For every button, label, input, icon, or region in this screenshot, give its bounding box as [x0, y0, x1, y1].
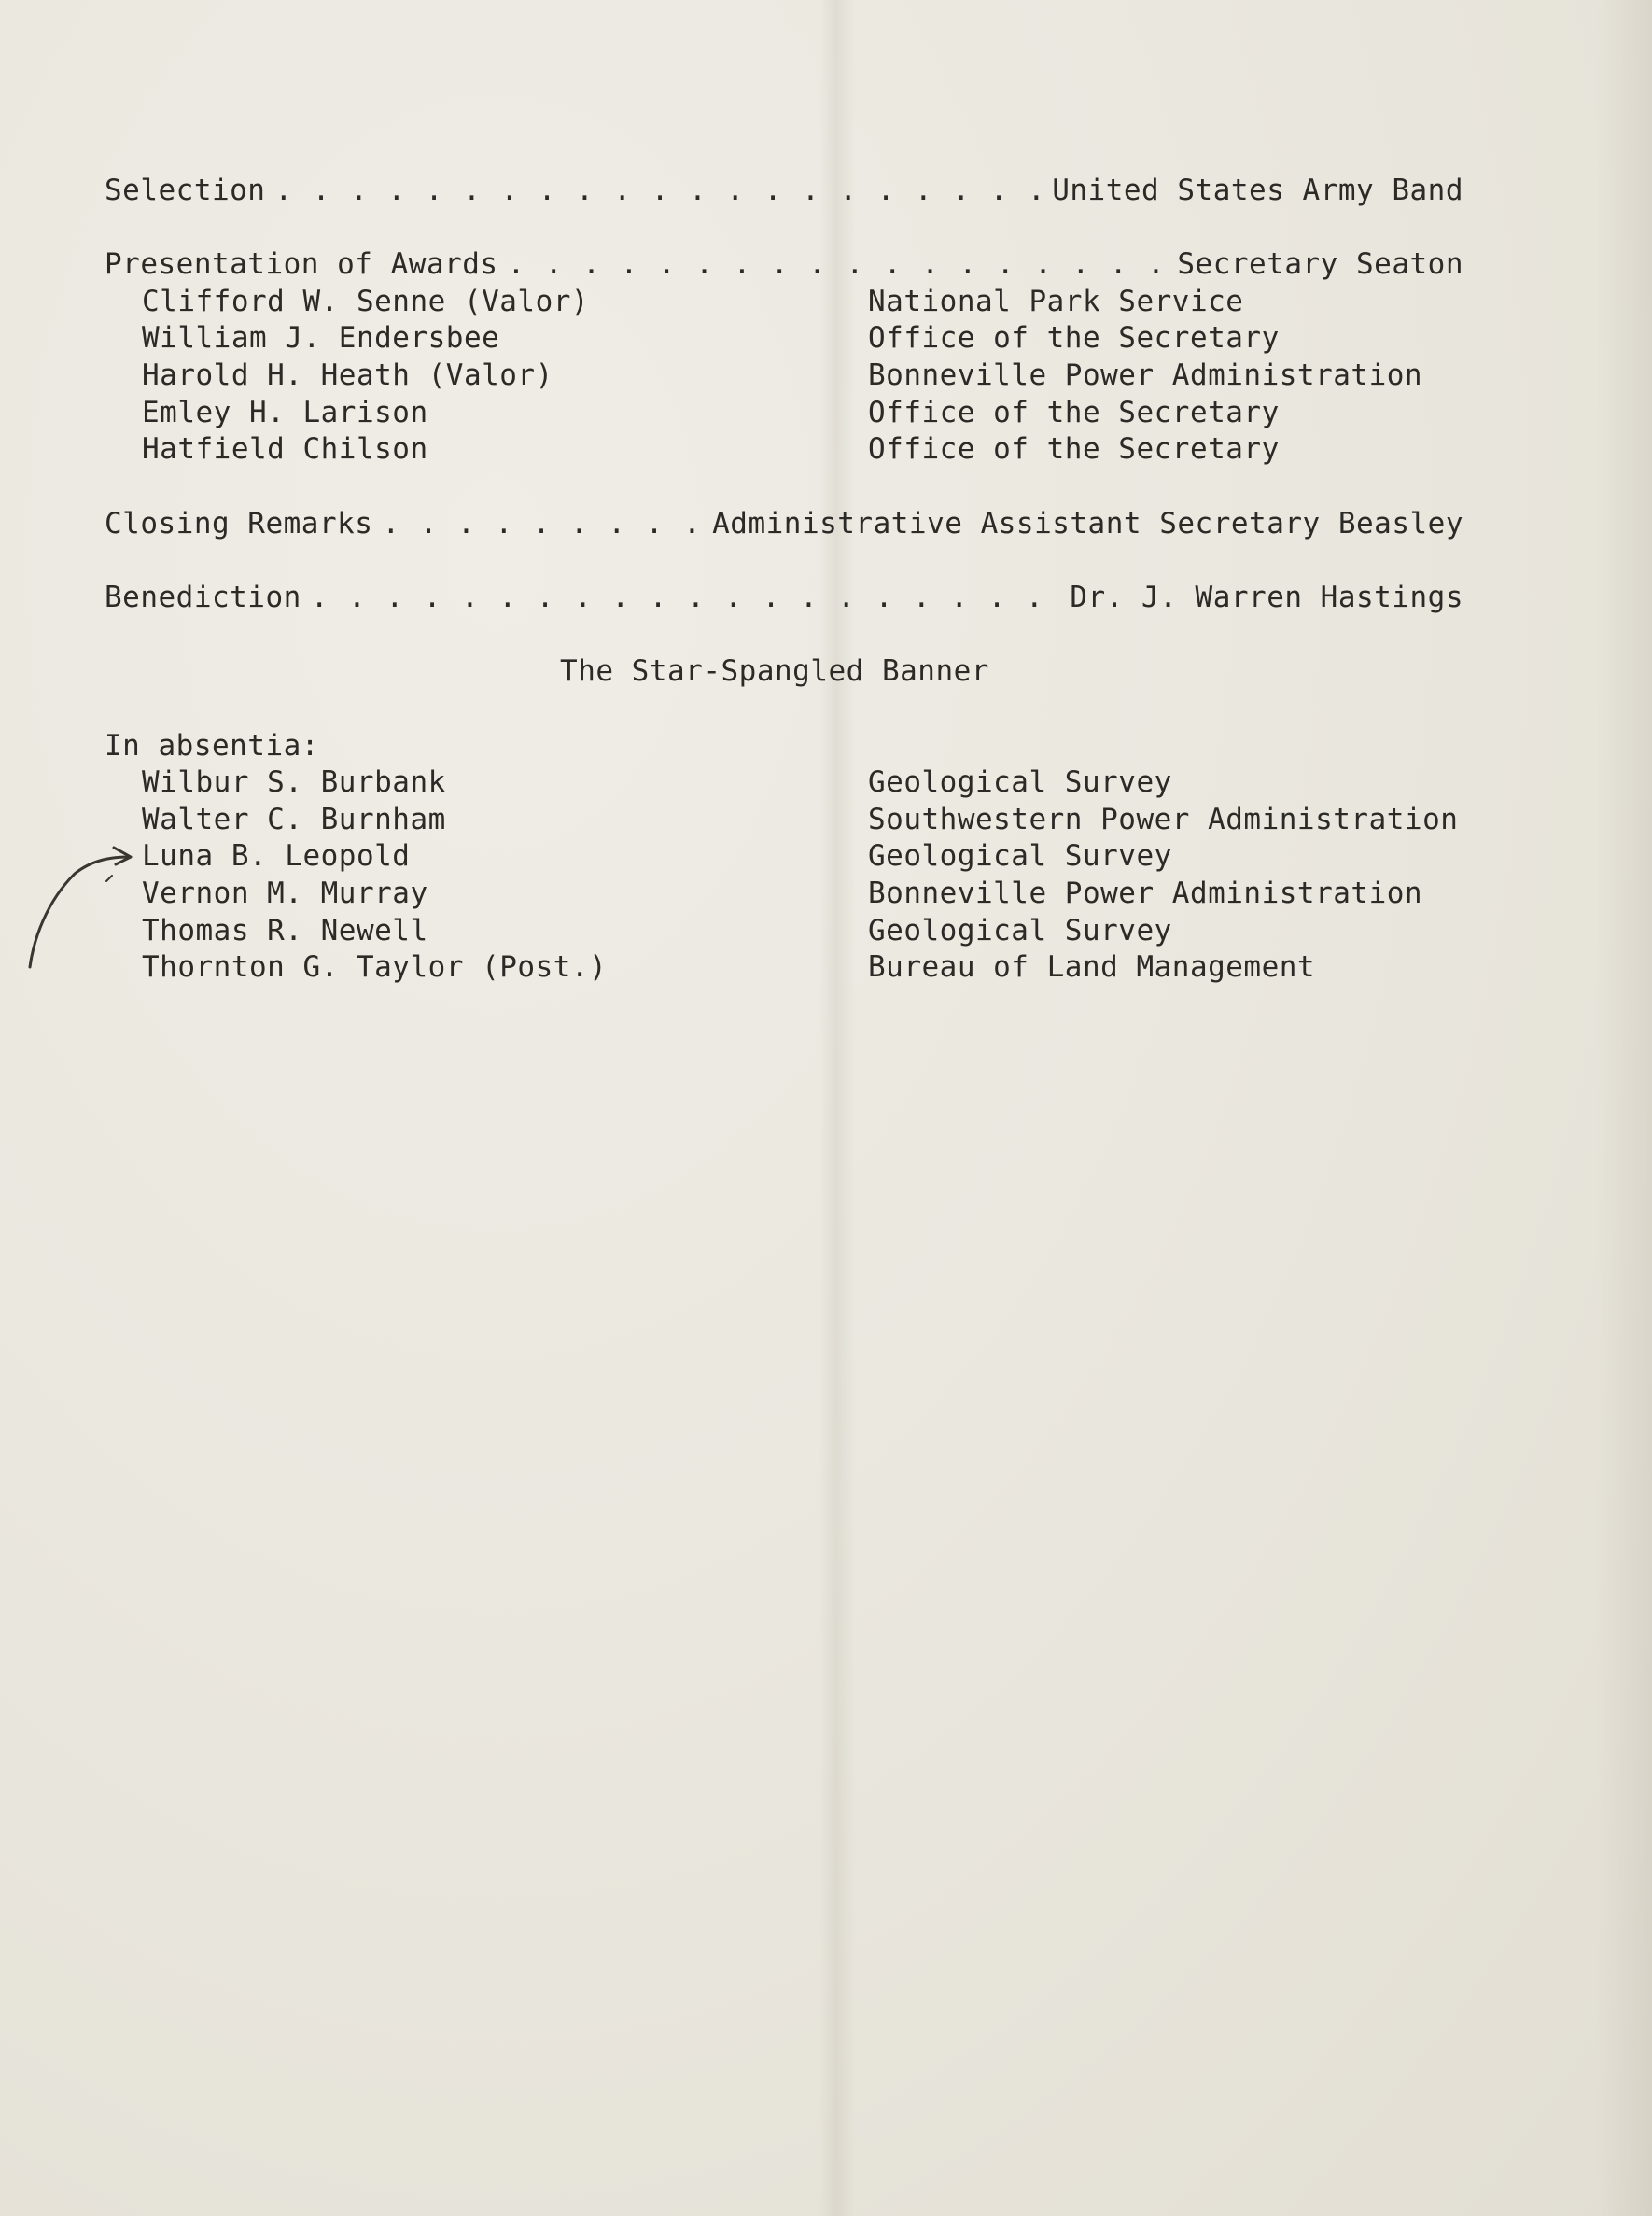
awardee-agency: National Park Service	[868, 285, 1244, 318]
absentia-agency: Southwestern Power Administration	[868, 803, 1459, 836]
absentia-agency: Bonneville Power Administration	[868, 877, 1423, 910]
presentation-label: Presentation of Awards	[105, 247, 498, 281]
selection-leader	[274, 172, 1043, 209]
benediction-leader	[311, 579, 1061, 616]
awardee-name: William J. Endersbee	[142, 321, 500, 355]
absentia-name: Walter C. Burnham	[142, 803, 446, 836]
closing-speaker: Administrative Assistant Secretary Beasley	[712, 507, 1463, 540]
closing-line	[105, 505, 1463, 542]
awardee-name: Emley H. Larison	[142, 396, 428, 429]
benediction-label: Benediction	[105, 581, 301, 614]
closing-leader	[382, 505, 703, 542]
presentation-line	[105, 245, 1463, 283]
awardee-name: Harold H. Heath (Valor)	[142, 358, 553, 392]
benediction-speaker: Dr. J. Warren Hastings	[1070, 581, 1463, 614]
benediction-line	[105, 579, 1463, 616]
absentia-agency: Geological Survey	[868, 914, 1172, 947]
absentia-name: Thomas R. Newell	[142, 914, 428, 947]
absentia-name: Luna B. Leopold	[142, 839, 411, 873]
awardee-agency: Office of the Secretary	[868, 321, 1280, 355]
awardee-name: Clifford W. Senne (Valor)	[142, 285, 590, 318]
selection-line	[105, 172, 1463, 209]
anthem-title: The Star-Spangled Banner	[560, 654, 989, 688]
presentation-presenter: Secretary Seaton	[1177, 247, 1463, 281]
absentia-agency: Bureau of Land Management	[868, 950, 1316, 984]
awardee-agency: Office of the Secretary	[868, 432, 1280, 466]
absentia-name: Thornton G. Taylor (Post.)	[142, 950, 608, 984]
awardee-agency: Office of the Secretary	[868, 396, 1280, 429]
awardee-name: Hatfield Chilson	[142, 432, 428, 466]
absentia-name: Wilbur S. Burbank	[142, 765, 446, 799]
selection-label: Selection	[105, 174, 266, 207]
absentia-name: Vernon M. Murray	[142, 877, 428, 910]
selection-performer: United States Army Band	[1052, 174, 1463, 207]
absentia-agency: Geological Survey	[868, 839, 1172, 873]
hand-drawn-arrow-icon	[9, 836, 140, 976]
awardee-agency: Bonneville Power Administration	[868, 358, 1423, 392]
absentia-heading: In absentia:	[105, 729, 319, 763]
absentia-agency: Geological Survey	[868, 765, 1172, 799]
presentation-leader	[508, 245, 1169, 283]
closing-label: Closing Remarks	[105, 507, 373, 540]
